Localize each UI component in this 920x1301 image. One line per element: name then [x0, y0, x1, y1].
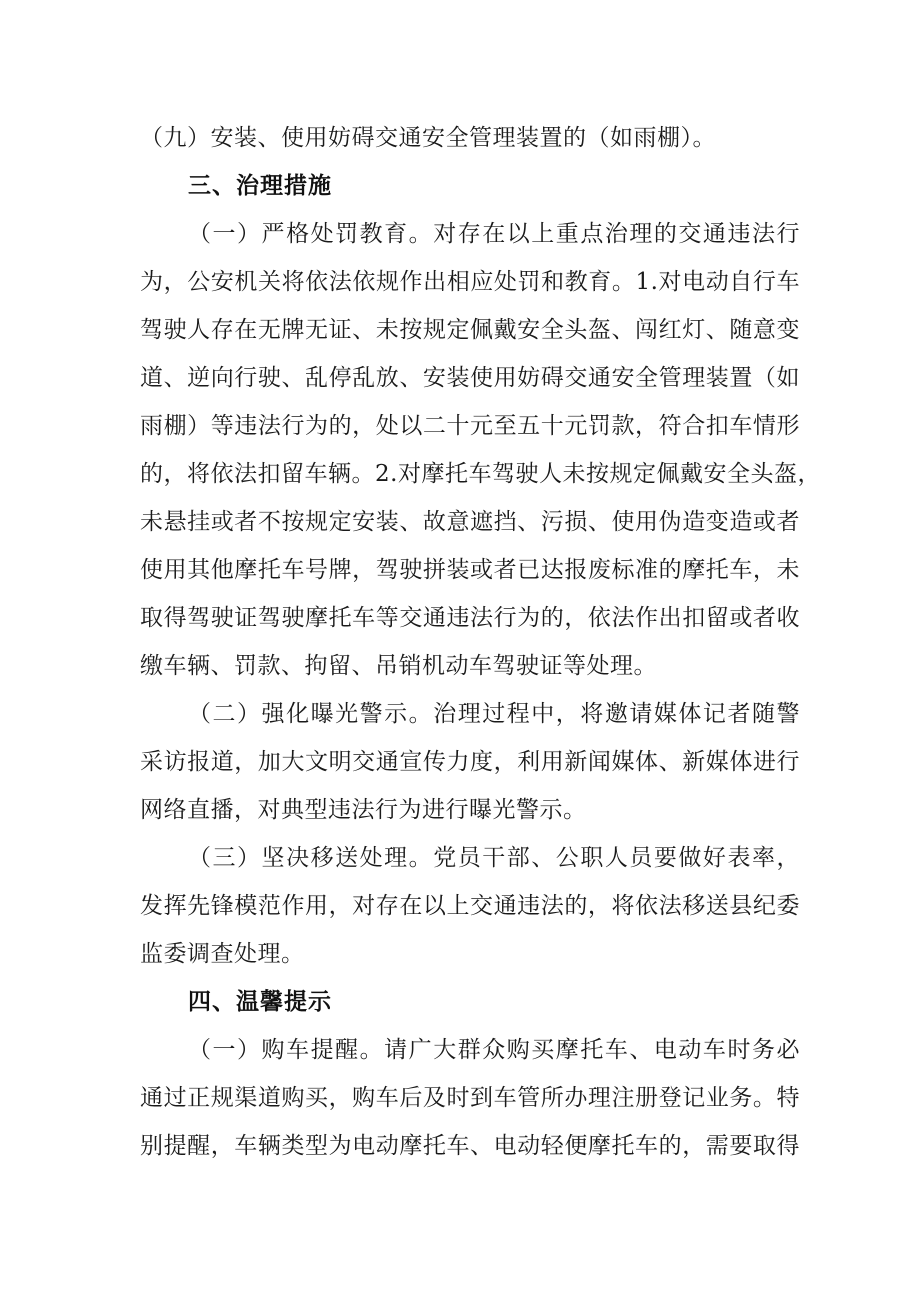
section-heading-measures: 三、治理措施	[188, 173, 332, 199]
paragraph-line: 雨棚）等违法行为的，处以二十元至五十元罚款，符合扣车情形	[140, 413, 800, 439]
paragraph-line: 未悬挂或者不按规定安装、故意遮挡、污损、使用伪造变造或者	[140, 509, 800, 535]
paragraph-line: 监委调查处理。	[140, 941, 305, 967]
paragraph-line: 为，公安机关将依法依规作出相应处罚和教育。1.对电动自行车	[140, 269, 800, 295]
paragraph-line: 网络直播，对典型违法行为进行曝光警示。	[140, 797, 587, 823]
paragraph-line: （一）严格处罚教育。对存在以上重点治理的交通违法行	[188, 221, 800, 247]
paragraph-line: （二）强化曝光警示。治理过程中，将邀请媒体记者随警	[188, 701, 800, 727]
paragraph-line: 别提醒，车辆类型为电动摩托车、电动轻便摩托车的，需要取得	[140, 1133, 800, 1159]
paragraph-line: （一）购车提醒。请广大群众购买摩托车、电动车时务必	[188, 1037, 800, 1063]
paragraph-line: 的，将依法扣留车辆。2.对摩托车驾驶人未按规定佩戴安全头盔，	[140, 461, 821, 487]
section-heading-tips: 四、温馨提示	[188, 989, 332, 1015]
paragraph-line: 采访报道，加大文明交通宣传力度，利用新闻媒体、新媒体进行	[140, 749, 800, 775]
paragraph-line: （三）坚决移送处理。党员干部、公职人员要做好表率，	[188, 845, 800, 871]
paragraph-line: 取得驾驶证驾驶摩托车等交通违法行为的，依法作出扣留或者收	[140, 605, 800, 631]
paragraph-line: 道、逆向行驶、乱停乱放、安装使用妨碍交通安全管理装置（如	[140, 365, 800, 391]
paragraph-line: 驾驶人存在无牌无证、未按规定佩戴安全头盔、闯红灯、随意变	[140, 317, 800, 343]
paragraph-line: 发挥先锋模范作用，对存在以上交通违法的，将依法移送县纪委	[140, 893, 800, 919]
paragraph-line: 通过正规渠道购买，购车后及时到车管所办理注册登记业务。特	[140, 1085, 800, 1111]
paragraph-line: 使用其他摩托车号牌，驾驶拼装或者已达报废标准的摩托车，未	[140, 557, 800, 583]
paragraph-line: 缴车辆、罚款、拘留、吊销机动车驾驶证等处理。	[140, 653, 657, 679]
list-item-nine: （九）安装、使用妨碍交通安全管理装置的（如雨棚）。	[140, 125, 716, 151]
